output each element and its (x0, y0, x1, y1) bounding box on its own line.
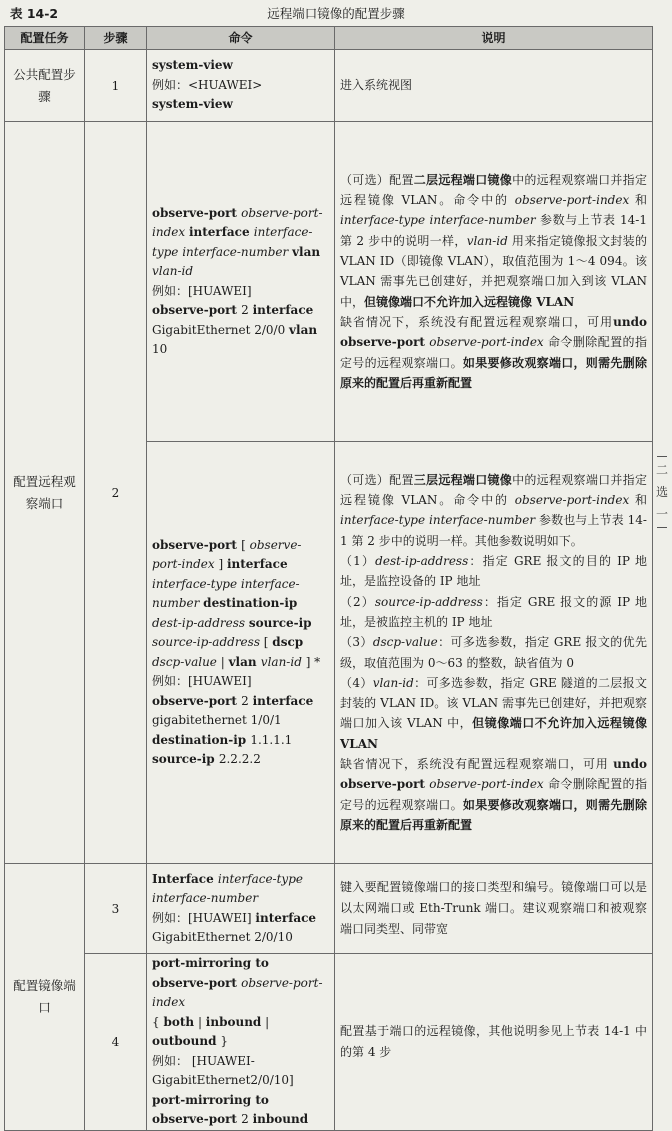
text-segment: vlan-id (466, 233, 508, 248)
text-segment: port-mirroring to observe-port (152, 1092, 269, 1126)
table-caption (0, 0, 672, 26)
text-segment: vlan-id (372, 675, 414, 690)
text-segment: dest-ip-address (152, 615, 249, 630)
text-segment: source-ip (248, 615, 312, 630)
text-segment: observe-port-index (424, 335, 544, 350)
config-steps-table (4, 26, 653, 1131)
text-segment: interface-type interface-number (340, 213, 536, 228)
text-segment: 例如：[HUAWEI] (152, 283, 252, 298)
task-cell: 配置镜像端口 (5, 864, 85, 1131)
text-segment: undo observe-port (340, 756, 647, 792)
side-bracket-top (657, 456, 667, 457)
text-segment: vlan (289, 322, 318, 337)
text-segment: 和 (629, 493, 647, 508)
text-segment: observe-port (152, 205, 242, 220)
text-segment: [ (259, 635, 273, 649)
text-segment: | (216, 654, 229, 669)
text-segment: 二层远程端口镜像 (413, 172, 513, 187)
table-title: 远程端口镜像的配置步骤 (267, 6, 405, 21)
text-segment: GigabitEthernet 2/0/10 (152, 930, 293, 944)
step-cell: 4 (85, 954, 147, 1131)
text-segment: （2） (340, 594, 375, 609)
text-segment: destination-ip (203, 596, 298, 610)
text-segment: dscp-value (152, 654, 217, 669)
text-segment: interface-type interface-number (152, 225, 313, 259)
text-segment: ] (214, 557, 227, 571)
table-row (5, 122, 653, 442)
text-segment: observe-port-index (424, 777, 544, 792)
task-cell: 配置远程观察端口 (5, 122, 85, 864)
text-segment: outbound (152, 1034, 217, 1048)
text-segment: both (163, 1014, 195, 1029)
side-note-choose-one (654, 456, 670, 528)
text-segment: （3） (340, 635, 373, 650)
step-cell: 1 (85, 50, 147, 122)
text-segment: observe-port-index (152, 975, 323, 1009)
text-segment: 2 (241, 693, 253, 708)
text-segment: } (216, 1034, 228, 1048)
text-segment: | (194, 1014, 206, 1029)
text-segment: 如果要修改观察端口，则需先删除原来的配置后再重新配置 (340, 355, 647, 390)
text-segment: system-view (152, 58, 233, 73)
text-segment: observe-port (152, 537, 242, 552)
text-segment: Interface (152, 871, 218, 886)
text-segment: { (152, 1014, 164, 1029)
command-cell (147, 864, 335, 954)
text-segment: observe-port (152, 693, 242, 708)
text-segment: 缺省情况下，系统没有配置远程观察端口，可用 (340, 756, 614, 771)
text-segment: ：指定 GRE 报文的源 IP 地址，是被监控主机的 IP 地址 (340, 594, 647, 629)
text-segment: port-mirroring to observe-port (152, 956, 269, 990)
text-segment: 例如：[HUAWEI] (152, 674, 252, 688)
description-cell (335, 954, 653, 1131)
text-segment: 缺省情况下，系统没有配置远程观察端口，可用 (340, 314, 614, 329)
text-segment: observe-port-index (514, 493, 630, 508)
text-segment: 中的远程观察端口并指定远程镜像 VLAN。命令中的 (340, 172, 647, 208)
text-segment: interface (255, 910, 317, 925)
text-segment: 但镜像端口不允许加入远程镜像 VLAN (340, 716, 647, 751)
text-segment: 用来指定镜像报文封装的 VLAN ID（即镜像 VLAN），取值范围为 1～4 094。该 VLAN 需事先已创建好，并把观察端口加入到该 VLAN 中， (340, 233, 647, 309)
text-segment: system-view (152, 97, 233, 112)
text-segment: observe-port-index (152, 205, 323, 239)
text-segment: 如果要修改观察端口，则需先删除原来的配置后再重新配置 (340, 797, 647, 832)
text-segment: ：指定 GRE 报文的目的 IP 地址，是监控设备的 IP 地址 (340, 554, 647, 589)
text-segment: 中的远程观察端口并指定远程镜像 VLAN。命令中的 (340, 472, 647, 508)
text-segment: destination-ip (152, 732, 251, 747)
text-segment: interface-type interface-number (152, 576, 300, 610)
text-segment: 2 (241, 303, 253, 317)
text-segment: （1） (340, 554, 376, 569)
text-segment: （4） (340, 675, 373, 690)
text-segment: 例如：<HUAWEI> (152, 77, 263, 92)
text-segment: ：可多选参数，指定 GRE 隧道的二层报文封装的 VLAN ID。该 VLAN 需事先已创建好，并把观察端口加入该 VLAN 中， (340, 675, 648, 731)
text-segment: 参数也与上节表 14-1 第 2 步中的说明一样。其他参数说明如下。 (340, 513, 647, 548)
header-description: 说明 (335, 27, 653, 50)
text-segment: inbound (252, 1112, 309, 1126)
text-segment: source-ip-address (152, 635, 260, 649)
description-cell (335, 442, 653, 864)
table-row (5, 864, 653, 954)
text-segment: undo observe-port (340, 314, 647, 350)
text-segment: interface (252, 693, 314, 708)
text-segment: GigabitEthernet 2/0/0 (152, 322, 290, 337)
text-segment: 配置基于端口的远程镜像，其他说明参见上节表 14-1 中的第 4 步 (340, 1023, 647, 1059)
text-segment: 2 (241, 1112, 253, 1126)
text-segment: observe-port-index (152, 537, 302, 571)
description-cell (335, 122, 653, 442)
command-cell (147, 122, 335, 442)
text-segment: 参数与上节表 14-1 第 2 步中的说明一样， (340, 213, 647, 248)
text-segment: source-ip-address (374, 594, 483, 609)
text-segment: interface (226, 557, 288, 571)
text-segment: 1.1.1.1 (250, 732, 293, 747)
text-segment: 2.2.2.2 (218, 752, 261, 766)
text-segment: vlan-id (152, 264, 194, 278)
step-cell: 2 (85, 122, 147, 864)
text-segment: | (261, 1014, 270, 1029)
text-segment: observe-port (152, 303, 242, 317)
description-cell (335, 864, 653, 954)
text-segment: interface (188, 225, 254, 239)
header-task: 配置任务 (5, 27, 85, 50)
text-segment: 和 (629, 193, 647, 208)
text-segment: （可选）配置 (340, 172, 414, 187)
text-segment: dscp (272, 635, 304, 649)
text-segment: vlan (292, 244, 321, 259)
text-segment: 10 (152, 342, 168, 356)
text-segment: 例如：[HUAWEI] (152, 910, 256, 925)
text-segment: 但镜像端口不允许加入远程镜像 VLAN (364, 294, 575, 309)
text-segment: dscp-value (372, 635, 438, 650)
header-step: 步骤 (85, 27, 147, 50)
text-segment: interface-type interface-number (340, 513, 536, 528)
side-note-text: 二选一 (656, 463, 669, 521)
text-segment: 例如： [HUAWEI-GigabitEthernet2/0/10] (152, 1053, 294, 1087)
header-command: 命令 (147, 27, 335, 50)
text-segment: ：可多选参数，指定 GRE 报文的优先级，取值范围为 0～63 的整数，缺省值为 0 (340, 635, 647, 670)
text-segment: 命令删除配置的指定号的远程观察端口。 (340, 335, 647, 370)
command-cell (147, 50, 335, 122)
text-segment: dest-ip-address (375, 554, 469, 569)
command-cell (147, 954, 335, 1131)
text-segment: vlan (228, 654, 261, 669)
text-segment: source-ip (152, 752, 219, 766)
description-cell (335, 50, 653, 122)
text-segment: [ (241, 537, 250, 552)
command-cell (147, 442, 335, 864)
task-cell: 公共配置步骤 (5, 50, 85, 122)
text-segment: gigabitethernet 1/0/1 (152, 713, 282, 727)
text-segment: （可选）配置 (340, 472, 414, 487)
table-row (5, 954, 653, 1131)
text-segment: observe-port-index (514, 193, 630, 208)
text-segment: interface (252, 303, 314, 317)
step-cell: 3 (85, 864, 147, 954)
text-segment: vlan-id (260, 654, 302, 669)
table-header-row (5, 27, 653, 50)
text-segment: 三层远程端口镜像 (413, 472, 513, 487)
text-segment: interface-type interface-number (152, 871, 303, 905)
text-segment: 键入要配置镜像端口的接口类型和编号。镜像端口可以是以太网端口或 Eth-Trunk 端口。建议观察端口和被观察端口同类型、同带宽 (340, 880, 647, 936)
text-segment: ] * (301, 654, 321, 669)
table-number: 表 14-2 (10, 6, 59, 21)
side-bracket-bottom (657, 527, 667, 528)
table-row (5, 50, 653, 122)
text-segment: 命令删除配置的指定号的远程观察端口。 (340, 777, 647, 812)
text-segment: inbound (205, 1014, 262, 1029)
text-segment: 进入系统视图 (340, 78, 413, 92)
